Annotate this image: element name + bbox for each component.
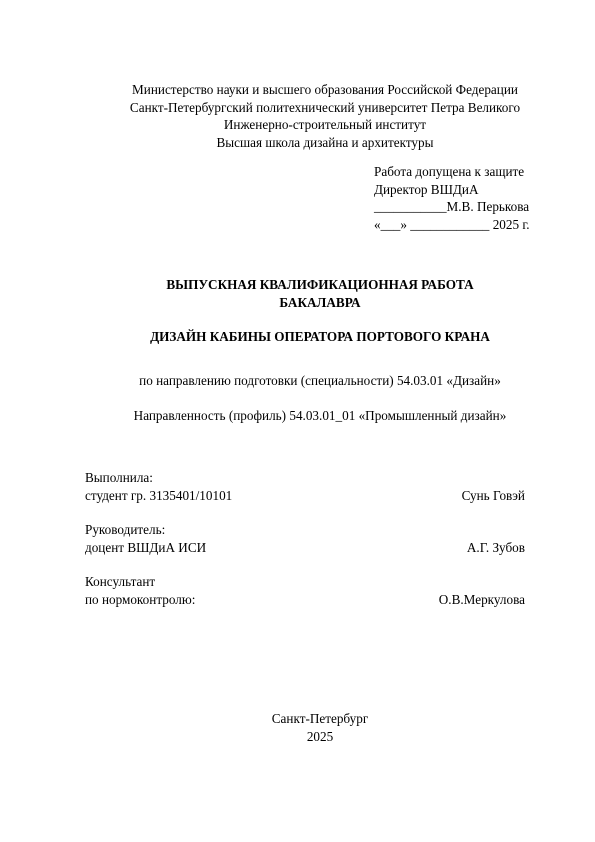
supervisor-signature [85, 521, 525, 556]
profile-line: Направленность (профиль) 54.03.01_01 «Промышленный дизайн» [133, 407, 507, 423]
approval-date-line: «___» ____________ 2025 г. [374, 216, 530, 232]
student-name: Сунь Говэй [461, 487, 525, 503]
footer-year: 2025 [306, 728, 334, 744]
student-signature [85, 469, 525, 504]
study-direction [0, 372, 595, 424]
supervisor-role: Руководитель: [85, 522, 166, 537]
thesis-topic: ДИЗАЙН КАБИНЫ ОПЕРАТОРА ПОРТОВОГО КРАНА [150, 329, 490, 344]
consultant-name: О.В.Меркулова [438, 591, 525, 607]
consultant-row [85, 591, 525, 609]
approval-stamp [374, 163, 574, 233]
approval-admitted-line: Работа допущена к защите [374, 164, 525, 179]
university-line: Санкт-Петербургский политехнический университет Петра Великого [129, 99, 521, 115]
footer-city: Санкт-Петербург [271, 711, 369, 726]
student-role: Выполнила: [85, 470, 153, 485]
ministry-line: Министерство науки и высшего образования Российской Федерации [132, 82, 518, 97]
institution-header [0, 81, 595, 151]
approval-signature-line: ___________М.В. Перькова [374, 199, 530, 214]
page-footer [0, 710, 595, 745]
work-type-line2: БАКАЛАВРА [279, 294, 361, 310]
consultant-signature [85, 573, 525, 608]
thesis-title [0, 276, 595, 346]
institute-line: Инженерно-строительный институт [223, 117, 427, 132]
student-row [85, 487, 525, 505]
school-line: Высшая школа дизайна и архитектуры [216, 134, 434, 150]
work-type-line1: ВЫПУСКНАЯ КВАЛИФИКАЦИОННАЯ РАБОТА [166, 277, 474, 292]
approval-director-line: Директор ВШДиА [374, 181, 479, 197]
consultant-position: по нормоконтролю: [85, 591, 196, 607]
signature-section [85, 469, 525, 625]
consultant-role: Консультант [85, 574, 156, 589]
specialty-line: по направлению подготовки (специальности) 54.03.01 «Дизайн» [139, 373, 501, 388]
student-position: студент гр. 3135401/10101 [85, 487, 233, 503]
supervisor-row [85, 539, 525, 557]
supervisor-name: А.Г. Зубов [466, 539, 525, 555]
supervisor-position: доцент ВШДиА ИСИ [85, 539, 207, 555]
